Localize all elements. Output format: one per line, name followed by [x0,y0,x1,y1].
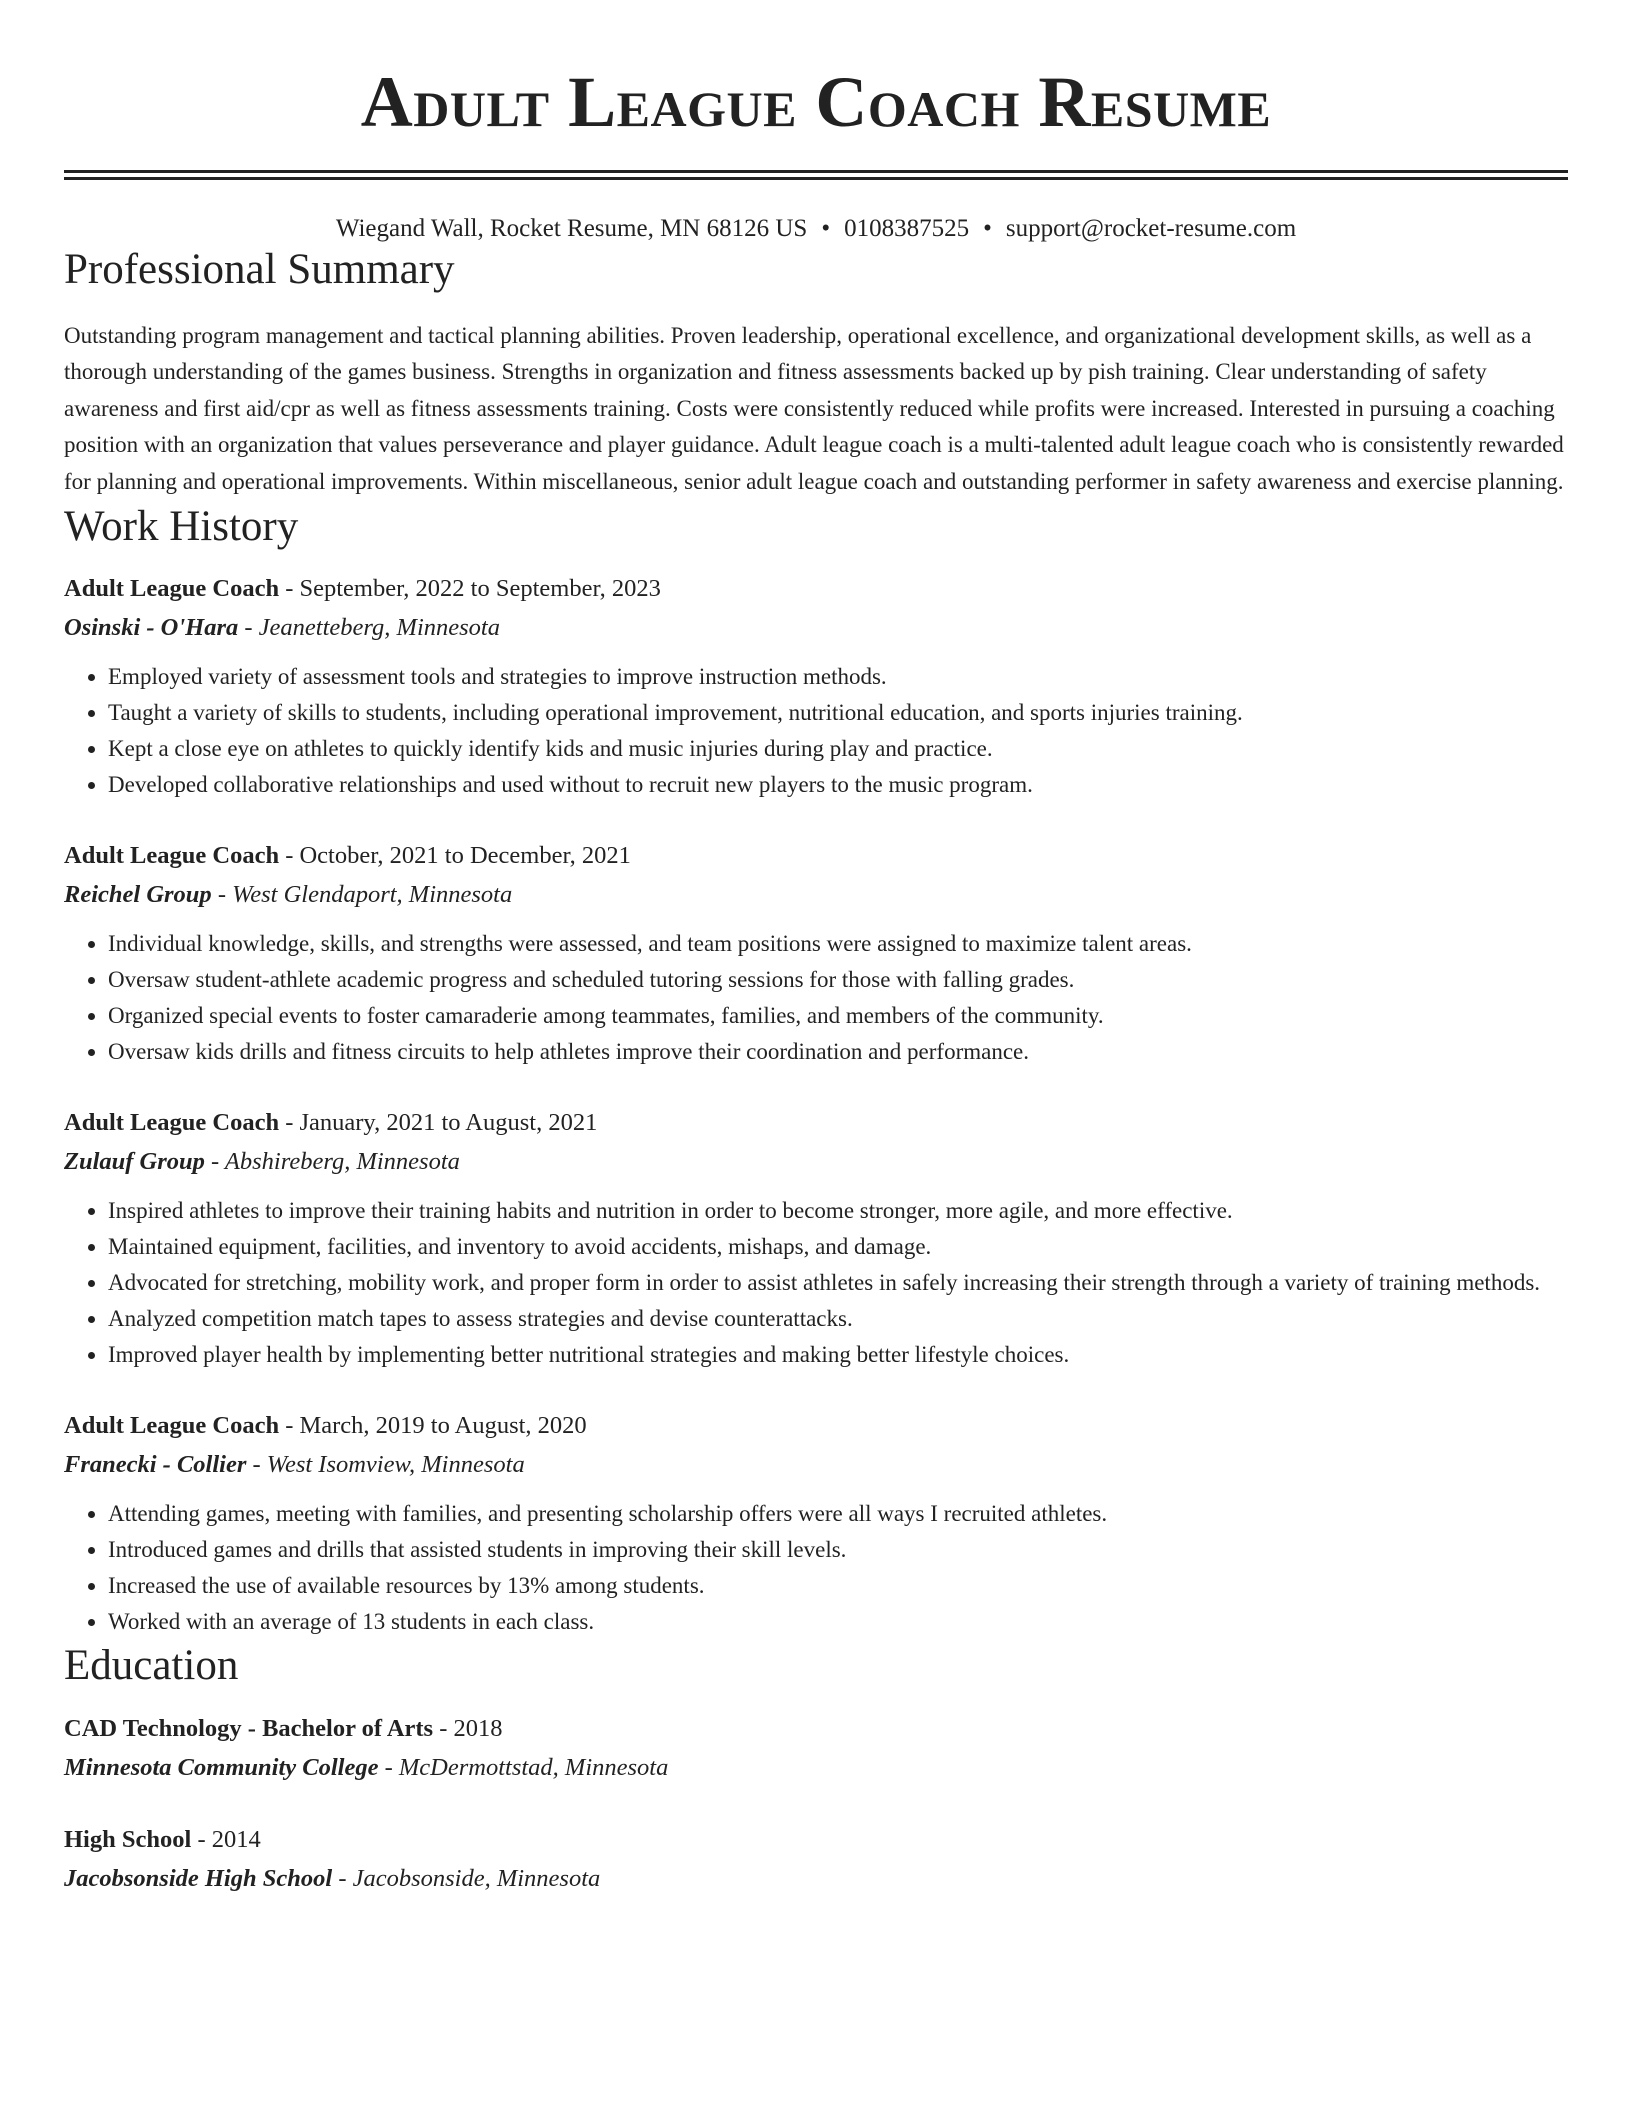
job-role-line [64,837,1568,875]
job-location: - Abshireberg, Minnesota [204,1148,460,1176]
list-item: • Inspired athletes to improve their training habits and nutrition in order to become stronger, more agile, and more effective. [108,1193,1568,1229]
list-item: • Oversaw student-athlete academic progress and scheduled tutoring sessions for those with falling grades. [108,962,1568,998]
job-company: Zulauf Group [64,1148,205,1176]
education-degree-line [64,1710,1568,1748]
education-entry [64,1821,1568,1898]
work-history-heading: Work History [64,502,299,550]
job-location: - West Glendaport, Minnesota [211,881,513,909]
title-divider [64,170,1568,180]
education-year: - 2018 [433,1714,503,1742]
job-location: - West Isomview, Minnesota [246,1451,525,1479]
education-degree: High School [64,1825,192,1853]
list-item: • Oversaw kids drills and fitness circuits to help athletes improve their coordination and performance. [108,1034,1568,1070]
job-location: - Jeanetteberg, Minnesota [238,614,500,642]
list-item: • Advocated for stretching, mobility work, and proper form in order to assist athletes in safely increasing their strength through a variety of training methods. [108,1265,1568,1301]
job-company-line [64,1142,1568,1181]
job-company: Osinski - O'Hara [64,614,239,642]
education-entry [64,1710,1568,1787]
list-item: • Attending games, meeting with families, and presenting scholarship offers were all ways I recruited athletes. [108,1496,1568,1532]
job-entry [64,570,1568,803]
contact-separator: • [821,215,831,242]
job-dates: - March, 2019 to August, 2020 [279,1412,587,1440]
job-company-line [64,1445,1568,1484]
job-dates: - September, 2022 to September, 2023 [279,575,661,603]
job-entry [64,1104,1568,1373]
job-title: Adult League Coach [64,575,280,603]
list-item: • Employed variety of assessment tools and strategies to improve instruction methods. [108,659,1568,695]
page-title: Adult League Coach Resume [360,62,1272,142]
contact-separator: • [983,215,992,242]
list-item: • Kept a close eye on athletes to quickly identify kids and music injuries during play and practice. [108,731,1568,767]
job-entry [64,1407,1568,1640]
job-bullets [64,1496,1568,1640]
education-year: - 2014 [191,1825,261,1853]
list-item: • Taught a variety of skills to students, including operational improvement, nutritional education, and sports injuries training. [108,695,1568,731]
list-item: • Introduced games and drills that assisted students in improving their skill levels. [108,1532,1568,1568]
job-entry [64,837,1568,1070]
education-school-line [64,1748,1568,1787]
job-bullets [64,659,1568,803]
summary-text: Outstanding program management and tactical planning abilities. Proven leadership, operational excellence, and organizational development skills, as well as a thorough understanding of the games business. Strengths in organization and fitness assessments backed up by pish training. Clear understanding of safety awareness and first aid/cpr as well as fitness assessments training. Costs were consistently reduced while profits were increased. Interested in pursuing a coaching position with an organization that values perseverance and player guidance. Adult league coach is a multi-talented adult league coach who is consistently rewarded for planning and operational improvements. Within miscellaneous, senior adult league coach and outstanding performer in safety awareness and exercise planning. [64,322,1564,494]
list-item: • Maintained equipment, facilities, and inventory to avoid accidents, mishaps, and damage. [108,1229,1568,1265]
contact-line [64,214,1568,244]
education-school: Jacobsonside High School [64,1864,333,1892]
job-bullets [64,1193,1568,1373]
list-item: • Developed collaborative relationships and used without to recruit new players to the music program. [108,767,1568,803]
job-company: Franecki - Collier [64,1451,247,1479]
list-item: • Individual knowledge, skills, and strengths were assessed, and team positions were assigned to maximize talent areas. [108,926,1568,962]
list-item: • Organized special events to foster camaraderie among teammates, families, and members of the community. [108,998,1568,1034]
list-item: • Increased the use of available resources by 13% among students. [108,1568,1568,1604]
contact-address: Wiegand Wall, Rocket Resume, MN 68126 US [335,215,808,242]
contact-email[interactable]: support@rocket-resume.com [1005,215,1297,242]
list-item: • Analyzed competition match tapes to assess strategies and devise counterattacks. [108,1301,1568,1337]
job-role-line [64,570,1568,608]
job-company-line [64,875,1568,914]
list-item: • Worked with an average of 13 students in each class. [108,1604,1568,1640]
job-bullets [64,926,1568,1070]
summary-heading: Professional Summary [64,246,455,293]
contact-phone: 0108387525 [844,215,970,242]
list-item: • Improved player health by implementing better nutritional strategies and making better lifestyle choices. [108,1337,1568,1373]
job-title: Adult League Coach [64,1412,280,1440]
job-dates: - October, 2021 to December, 2021 [279,842,631,870]
job-title: Adult League Coach [64,1109,280,1137]
education-location: - Jacobsonside, Minnesota [332,1864,601,1892]
job-company-line [64,608,1568,647]
education-location: - McDermottstad, Minnesota [378,1753,669,1781]
education-degree: CAD Technology - Bachelor of Arts [64,1714,434,1742]
education-degree-line [64,1821,1568,1859]
job-title: Adult League Coach [64,842,280,870]
education-school-line [64,1859,1568,1898]
job-role-line [64,1104,1568,1142]
job-role-line [64,1407,1568,1445]
job-company: Reichel Group [64,881,212,909]
education-heading: Education [64,1642,239,1690]
job-dates: - January, 2021 to August, 2021 [279,1109,598,1137]
education-school: Minnesota Community College [64,1753,379,1781]
